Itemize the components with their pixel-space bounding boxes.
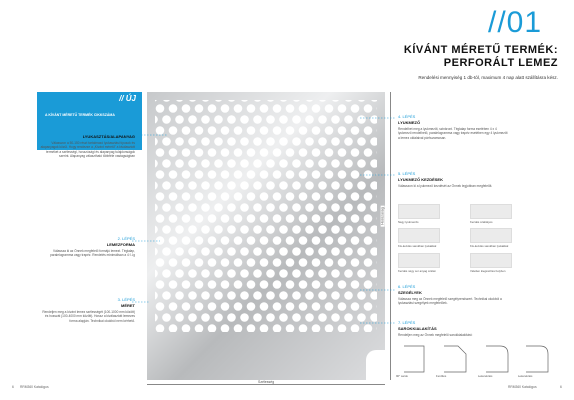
brand-right: RRM360 Katalógus (508, 385, 537, 389)
step-5 (398, 171, 508, 188)
length-dimension-label: Hosszúság (380, 207, 385, 225)
page-title-line2: PERFORÁLT LEMEZ (443, 57, 558, 69)
pattern-tile-2 (470, 204, 512, 224)
step-6-title: SZEGÉLYEK (398, 290, 422, 295)
section-number: //01 (488, 6, 543, 39)
page-number-right: 6 (560, 385, 562, 389)
step-4-text: Rendelhet meg a lyukmezőt, szinkront. Téglalap forma esetében 4 x 4 lyukmező rendelhető, paralelogramma vagy trapéz esetében egy 4 lyukmezőt a lemez oldalaival párhuzamosan. (398, 127, 508, 140)
step-5-label: 5. LÉPÉS (398, 171, 416, 176)
pattern-tile-6 (470, 253, 512, 273)
step-1-text: Válasszon a 50-150 részt tartalmazó lyukasztási típusok és alapanyagok közül. Hogy rendezze a „Kívánt méretű” a kiválasztott terméket a szélességi, hosszúsági és alapanyag tulajdonságok szerint. Alapanyag választható többféle vastagságban (40, 141, 135, 158)
step-4 (398, 114, 508, 140)
pattern-swatch (398, 253, 440, 268)
corner-caption-3: Lekerekítés (478, 374, 493, 378)
step-2-text: Válassza ki az Önnek megfelelő formájú lemezt. Téglalap, paralelogramma vagy trapéz. Rendelés minimálisan a 4 f.-ig (50, 249, 135, 258)
corner-caption-4: Lekerekítés (518, 374, 533, 378)
panel-heading: // ÚJ (119, 94, 136, 103)
brand-left: RRM360 Katalógus (20, 385, 49, 389)
step-7 (398, 320, 508, 337)
step-7-title: SAROKKIALAKÍTÁS (398, 326, 437, 331)
pattern-caption: Kezdés szabályos (470, 220, 493, 224)
step-1-title: LYUKASZTÁS/ALAPANYAG (82, 134, 135, 139)
corner-caption-1: 90° sarok (396, 374, 408, 378)
step-5-title: LYUKMEZŐ KEZDÉSEK (398, 177, 443, 182)
pattern-swatch (398, 228, 440, 243)
step-4-label: 4. LÉPÉS (398, 114, 416, 119)
pattern-swatch (398, 204, 440, 219)
pattern-tile-3 (398, 228, 440, 248)
step-4-title: LYUKMEZŐ (398, 120, 421, 125)
pattern-tile-1 (398, 204, 440, 224)
step-7-text: Rendeljen meg az Önnek megfelelő sarokkialakítást: (398, 333, 473, 337)
pattern-caption: Négy lyukmezős (398, 220, 419, 224)
pattern-tile-5 (398, 253, 440, 273)
step-1-label: 1. LÉPÉS (117, 128, 135, 133)
step-2-label: 2. LÉPÉS (117, 236, 135, 241)
step-3-label: 3. LÉPÉS (117, 297, 135, 302)
width-dimension-label: Szélesség (258, 380, 275, 384)
step-6 (398, 284, 508, 306)
page-subtitle: Rendelési mennyiség 1 db-tól, maximum 4 nap alatt szállításra kész. (418, 75, 558, 80)
pattern-swatch (470, 228, 512, 243)
step-2-title: LEMEZFORMA (106, 242, 135, 247)
page-title-line1: KÍVÁNT MÉRETŰ TERMÉK: (403, 44, 558, 56)
panel-subheading: A KÍVÁNT MÉRETŰ TERMÉK CIKKSZÁMA (45, 113, 115, 117)
step-3-text: Rendeljen meg a kívánt lemez szélességét (100-1000 mm között) és hosszát (100-4000 mm között). Hossz a kiválasztott lemezes forma alapján. Technikai okokból nem kérhető. (42, 310, 135, 323)
step-6-text: Válassza meg az Önnek megfelelő szegélyrendszert. Technikai okokból a lyukasztási szegélyek megfelelőek. (398, 297, 502, 306)
pattern-swatch (470, 204, 512, 219)
pattern-caption: Kis-kezdés sarokban lyukakkal (398, 244, 437, 248)
pattern-swatch (470, 253, 512, 268)
pattern-tile-4 (470, 228, 512, 248)
step-3-title: MÉRET (121, 303, 135, 308)
pattern-caption: Kezdés négy sor anyag szélén (398, 269, 437, 273)
page-number-left: 6 (12, 385, 14, 389)
step-7-label: 7. LÉPÉS (398, 320, 416, 325)
corner-caption-2: Ferdítés (436, 374, 447, 378)
step-5-text: Válasszon ki a lyukmező kezdését az Önnek legjobban megfelelőt. (398, 184, 493, 188)
pattern-caption: Véletlen kiegészítés helyben (470, 269, 506, 273)
step-6-label: 6. LÉPÉS (398, 284, 416, 289)
pattern-caption: Kis-kezdés sarokban lyukakkal (470, 244, 509, 248)
